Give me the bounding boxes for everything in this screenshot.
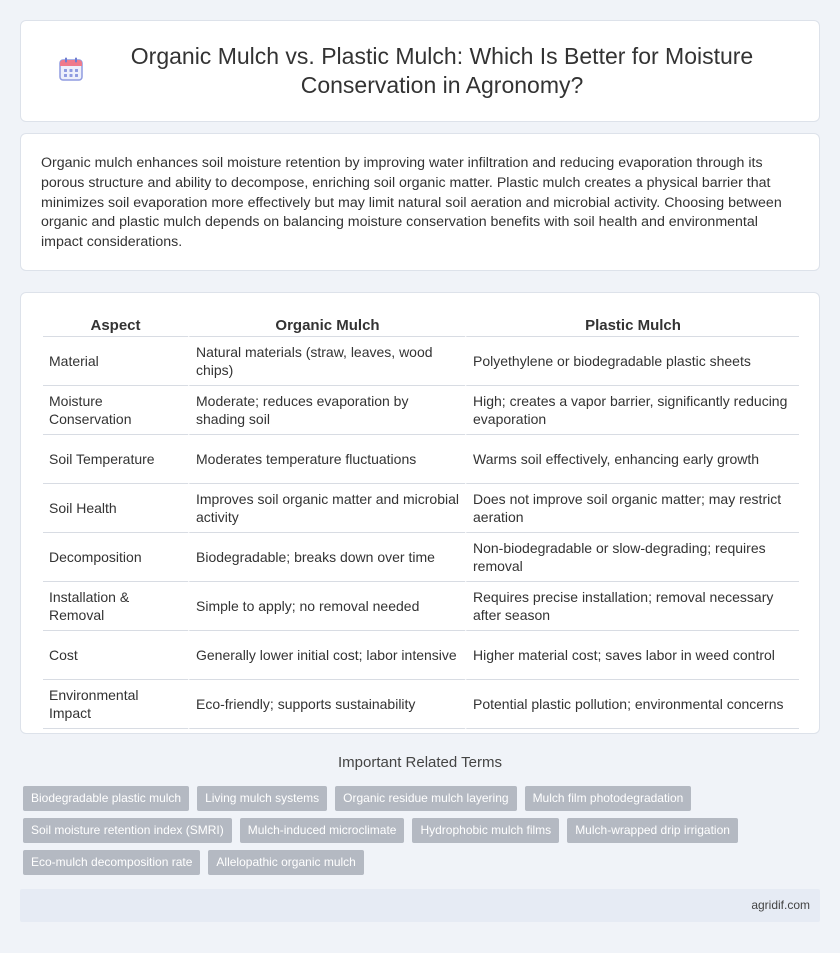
cell-aspect: Environmental Impact <box>43 680 188 729</box>
table-header-row <box>43 313 799 337</box>
table-row <box>43 386 799 435</box>
cell-organic: Natural materials (straw, leaves, wood chips) <box>188 337 465 386</box>
related-terms-title: Important Related Terms <box>338 754 502 771</box>
cell-aspect: Decomposition <box>43 533 188 582</box>
related-term-tag[interactable]: Eco-mulch decomposition rate <box>23 850 200 875</box>
cell-organic: Simple to apply; no removal needed <box>188 582 465 631</box>
cell-plastic: Does not improve soil organic matter; may restrict aeration <box>465 484 799 533</box>
page-title: Organic Mulch vs. Plastic Mulch: Which Is Better for Moisture Conservation in Agronomy? <box>130 43 754 98</box>
cell-plastic: Potential plastic pollution; environmental concerns <box>465 680 799 729</box>
cell-plastic: Requires precise installation; removal necessary after season <box>465 582 799 631</box>
related-term-tag[interactable]: Allelopathic organic mulch <box>208 850 363 875</box>
cell-plastic: Warms soil effectively, enhancing early growth <box>465 435 799 484</box>
table-row <box>43 631 799 680</box>
cell-plastic: Higher material cost; saves labor in weed control <box>465 631 799 680</box>
footer <box>20 889 820 922</box>
related-term-tag[interactable]: Mulch-wrapped drip irrigation <box>567 818 738 843</box>
table-row <box>43 533 799 582</box>
cell-organic: Biodegradable; breaks down over time <box>188 533 465 582</box>
related-term-tag[interactable]: Mulch-induced microclimate <box>240 818 405 843</box>
cell-organic: Generally lower initial cost; labor intensive <box>188 631 465 680</box>
related-term-tag[interactable]: Biodegradable plastic mulch <box>23 786 189 811</box>
cell-aspect: Moisture Conservation <box>43 386 188 435</box>
cell-aspect: Installation & Removal <box>43 582 188 631</box>
cell-organic: Moderates temperature fluctuations <box>188 435 465 484</box>
cell-aspect: Material <box>43 337 188 386</box>
comparison-card <box>20 292 820 734</box>
cell-organic: Improves soil organic matter and microbial activity <box>188 484 465 533</box>
header-aspect: Aspect <box>43 313 188 337</box>
related-term-tag[interactable]: Hydrophobic mulch films <box>412 818 559 843</box>
footer-site-link[interactable]: agridif.com <box>751 898 810 912</box>
table-row <box>43 582 799 631</box>
related-term-tag[interactable]: Living mulch systems <box>197 786 327 811</box>
table-row <box>43 680 799 729</box>
related-term-tag[interactable]: Organic residue mulch layering <box>335 786 516 811</box>
cell-aspect: Cost <box>43 631 188 680</box>
comparison-table <box>43 313 799 729</box>
table-row <box>43 484 799 533</box>
header-card <box>20 20 820 122</box>
cell-plastic: High; creates a vapor barrier, significantly reducing evaporation <box>465 386 799 435</box>
cell-aspect: Soil Health <box>43 484 188 533</box>
related-term-tag[interactable]: Mulch film photodegradation <box>525 786 692 811</box>
table-row <box>43 337 799 386</box>
header-inner <box>58 42 782 100</box>
cell-organic: Moderate; reduces evaporation by shading soil <box>188 386 465 435</box>
cell-plastic: Non-biodegradable or slow-degrading; requires removal <box>465 533 799 582</box>
calendar-icon <box>58 56 84 82</box>
related-terms-list <box>23 786 823 882</box>
header-plastic: Plastic Mulch <box>465 313 799 337</box>
related-term-tag[interactable]: Soil moisture retention index (SMRI) <box>23 818 232 843</box>
cell-plastic: Polyethylene or biodegradable plastic sheets <box>465 337 799 386</box>
cell-aspect: Soil Temperature <box>43 435 188 484</box>
intro-paragraph: Organic mulch enhances soil moisture retention by improving water infiltration and reducing evaporation through its porous structure and ability to decompose, enriching soil organic matter. Plastic mulch creates a physical barrier that minimizes soil evaporation more effectively but may limit natural soil aeration and microbial activity. Choosing between organic and plastic mulch depends on balancing moisture conservation benefits with soil health and environmental impact considerations. <box>41 155 782 251</box>
cell-organic: Eco-friendly; supports sustainability <box>188 680 465 729</box>
header-organic: Organic Mulch <box>188 313 465 337</box>
table-row <box>43 435 799 484</box>
intro-card <box>20 133 820 271</box>
